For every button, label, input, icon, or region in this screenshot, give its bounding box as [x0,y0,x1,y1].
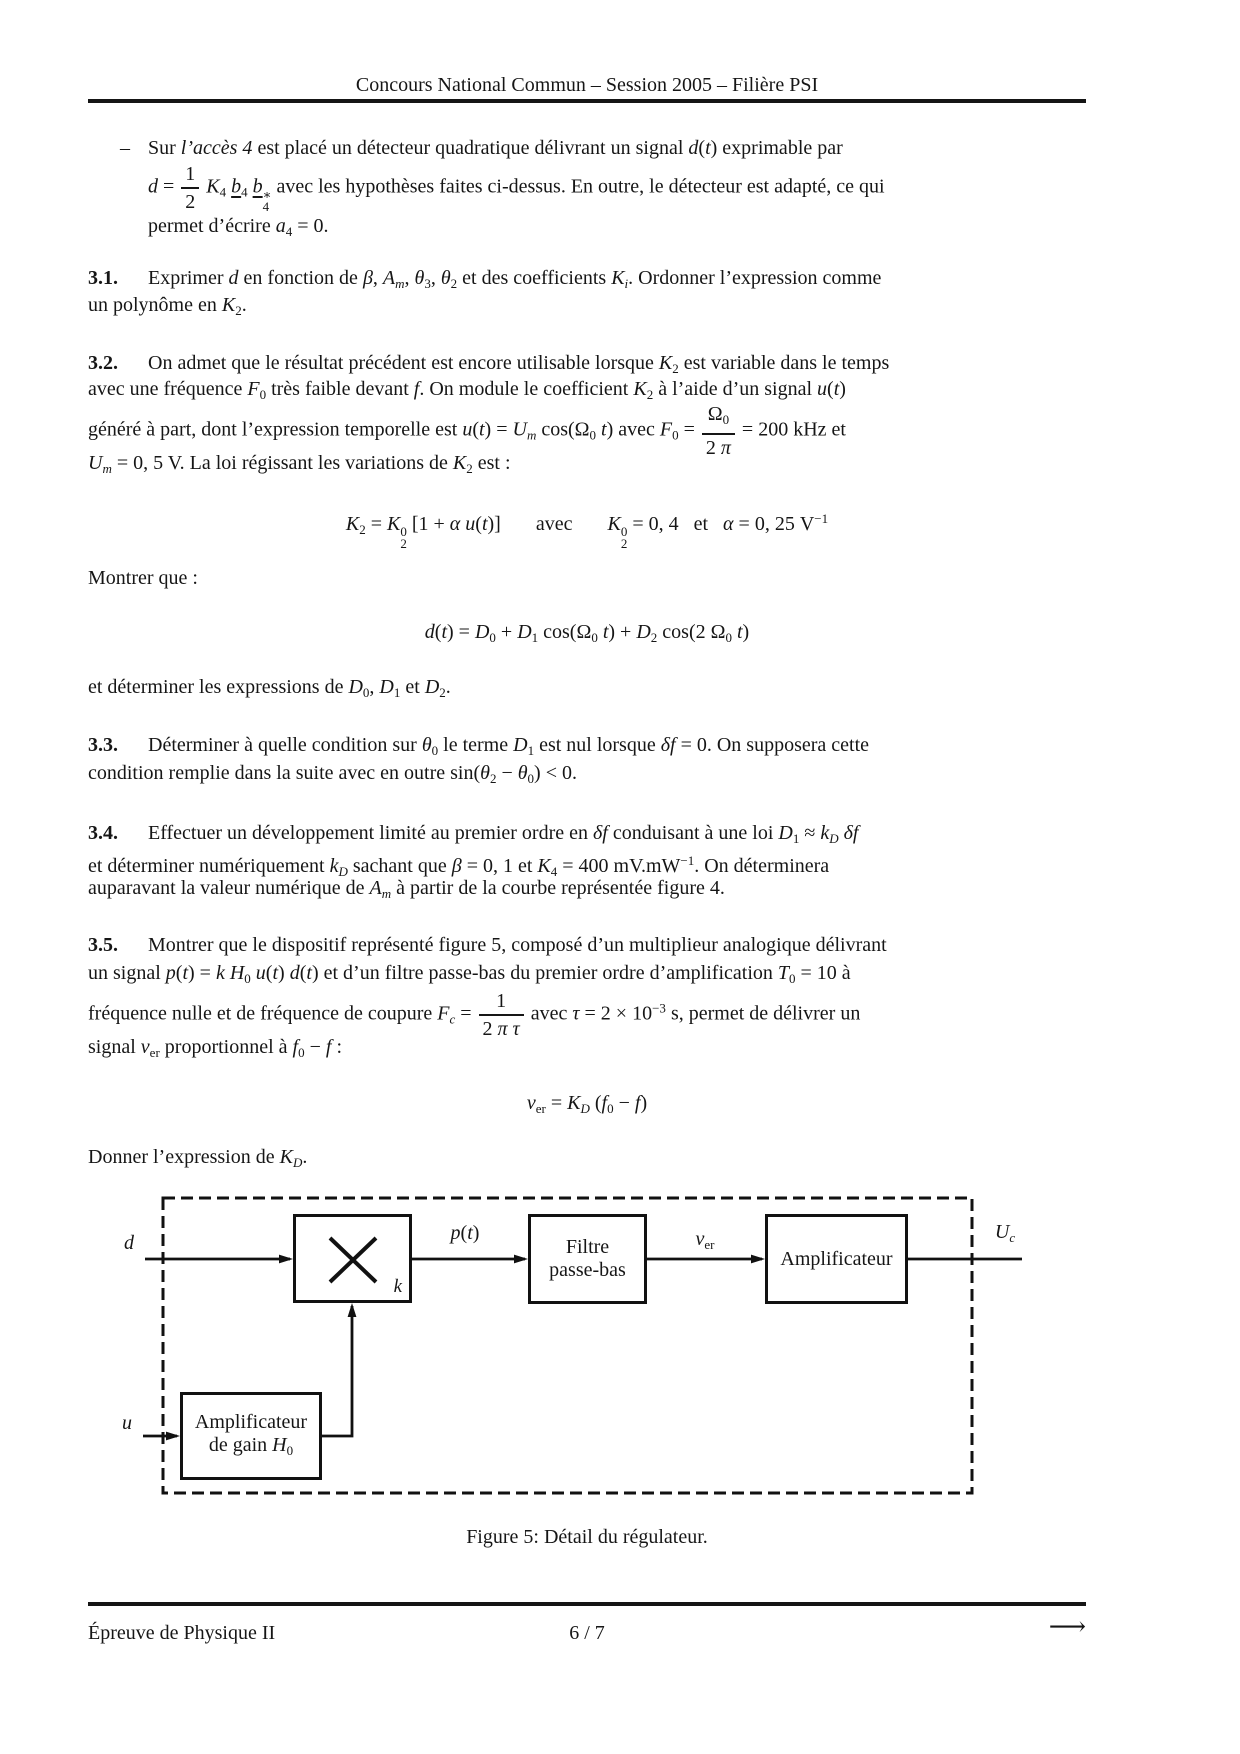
q32-line-1 [88,352,889,380]
q35-line-1 [88,934,887,956]
equation-k2: $K_2 = K$ 0 2 [1 + α u(t)] avec K 0 2 = 0, 4 et α = 0, 25 $V^{-1}$ [345,511,829,551]
signal-label-pt: p(t) [450,1222,480,1244]
q32-line-3: généré à part, dont l’expression temporelle est $u(t) = U_m$ $\cos(\Omega_0$ t) avec $F_0$ = $\frac{\Omega_0}{2 \pi}$ = 200 kHz et [88,403,846,459]
q35-line-2: un signal p(t) = k $H_0$ u(t) d(t) et d’un filtre passe-bas du premier ordre d’amplification $T_0 = 10$ à [88,962,851,986]
q35-text-1: Montrer que le dispositif représenté figure 5, composé d’un multiplieur analogique délivrant [148,934,887,956]
q31-line-2: un polynôme en $K_2$. [88,294,247,318]
footer-page-number: 6 / 7 [569,1622,605,1644]
q35-line-4: signal $v_{er}$ proportionnel à $f_0 - f$ : [88,1036,342,1060]
multiplier-block [293,1214,412,1303]
arrowhead-d-input [279,1255,293,1264]
q34-line-2: et déterminer numériquement $k_D$ sachant que β = 0, 1 et $K_4 = 400$ $mV.mW^{-1}$. On déterminera [88,853,830,879]
next-page-arrow-icon: ⟶ [1048,1612,1086,1641]
signal-label-u: u [122,1412,132,1434]
intro-line-1: Sur l’accès 4 est placé un détecteur quadratique délivrant un signal d(t) exprimable par [148,137,843,159]
lowpass-filter-block [528,1214,647,1304]
q31-number: 3.1. [88,267,118,289]
signal-label-ver: $v_{er}$ [695,1228,715,1252]
donner-expression: Donner l’expression de $K_D$. [88,1146,308,1170]
footer-rule [88,1602,1086,1606]
figure-caption: Figure 5: Détail du régulateur. [466,1526,708,1548]
arrowhead-ver [751,1255,765,1264]
feedback-line [322,1306,352,1436]
multiply-icon [326,1234,380,1286]
q32-line-2: avec une fréquence $F_0$ très faible devant f. On module le coefficient $K_2$ à l’aide d’un signal u(t) [88,378,846,402]
q32-text-1: On admet que le résultat précédent est encore utilisable lorsque $K_2$ est variable dans le temps [148,352,890,376]
montrer-que: Montrer que : [88,567,198,589]
q34-number: 3.4. [88,822,118,844]
amplifier-block [765,1214,908,1304]
signal-label-d: d [124,1232,134,1254]
q35-line-3: fréquence nulle et de fréquence de coupure $F_c$ = $\frac{1}{\text{2 π τ}}$ avec $\tau = 2 \times 10^{-3}$ s, permet de délivrer un [88,990,861,1040]
footer-exam-title: Épreuve de Physique II [88,1622,276,1644]
q34-line-3: auparavant la valeur numérique de $A_m$ à partir de la courbe représentée figure 4. [88,877,725,901]
q31-text-1: Exprimer d en fonction de β, $A_m$, $\theta_3$, $\theta_2$ et des coefficients $K_i$. Ordonner l’expression comme [148,267,882,291]
gain-amplifier-block [180,1392,322,1480]
amplifier-label: Amplificateur [780,1247,893,1270]
arrowhead-u-input [166,1432,180,1441]
page-header-title: Concours National Commun – Session 2005 – Filière PSI [355,74,819,96]
intro-line-3: permet d’écrire $a_4 = 0$. [148,215,329,239]
gain-amplifier-label-line-1: Amplificateur [194,1410,308,1433]
q34-line-1 [88,822,858,850]
equation-dt: $d(t) = D_0 + D_1$ $\cos(\Omega_0$ $t) + D_2$ cos(2 $\Omega_0$ t) [424,621,750,645]
q31-line-1 [88,267,881,295]
equation-ver: $v_{er} = K_D$ $(f_0 - f)$ [526,1092,648,1116]
filter-label-line-1: Filtre [565,1236,610,1258]
multiplier-gain-label: k [393,1276,402,1297]
q35-number: 3.5. [88,934,118,956]
q32-line-4: $U_m = 0$, 5 V. La loi régissant les variations de $K_2$ est : [88,452,511,476]
q32-number: 3.2. [88,352,118,374]
q33-number: 3.3. [88,734,118,756]
signal-label-uc: $U_c$ [994,1221,1016,1245]
gain-amplifier-label-line-2: de gain $H_0$ [208,1433,294,1458]
q33-line-2: condition remplie dans la suite avec en outre $\sin(\theta_2 - \theta_0) < 0$. [88,762,577,786]
q33-line-1 [88,734,869,762]
q33-text-1: Déterminer à quelle condition sur $\theta_0$ le terme $D_1$ est nul lorsque δf = 0. On supposera cette [148,734,870,758]
arrowhead-feedback [348,1303,357,1317]
arrowhead-pt [514,1255,528,1264]
intro-line-2: d = $\frac{1}{2}$ $K_4$ $b_4$ b ∗ 4 avec les hypothèses faites ci-dessus. En outre, le détecteur est adapté, ce qui [148,163,885,214]
filter-label-line-2: passe-bas [549,1259,626,1281]
et-determiner: et déterminer les expressions de $D_0$, $D_1$ et $D_2$. [88,676,451,700]
q34-text-1: Effectuer un développement limité au premier ordre en δf conduisant à une loi $D_1 \approx k_D$ δf [148,822,859,846]
bullet-marker: – [120,137,130,159]
header-rule [88,99,1086,103]
